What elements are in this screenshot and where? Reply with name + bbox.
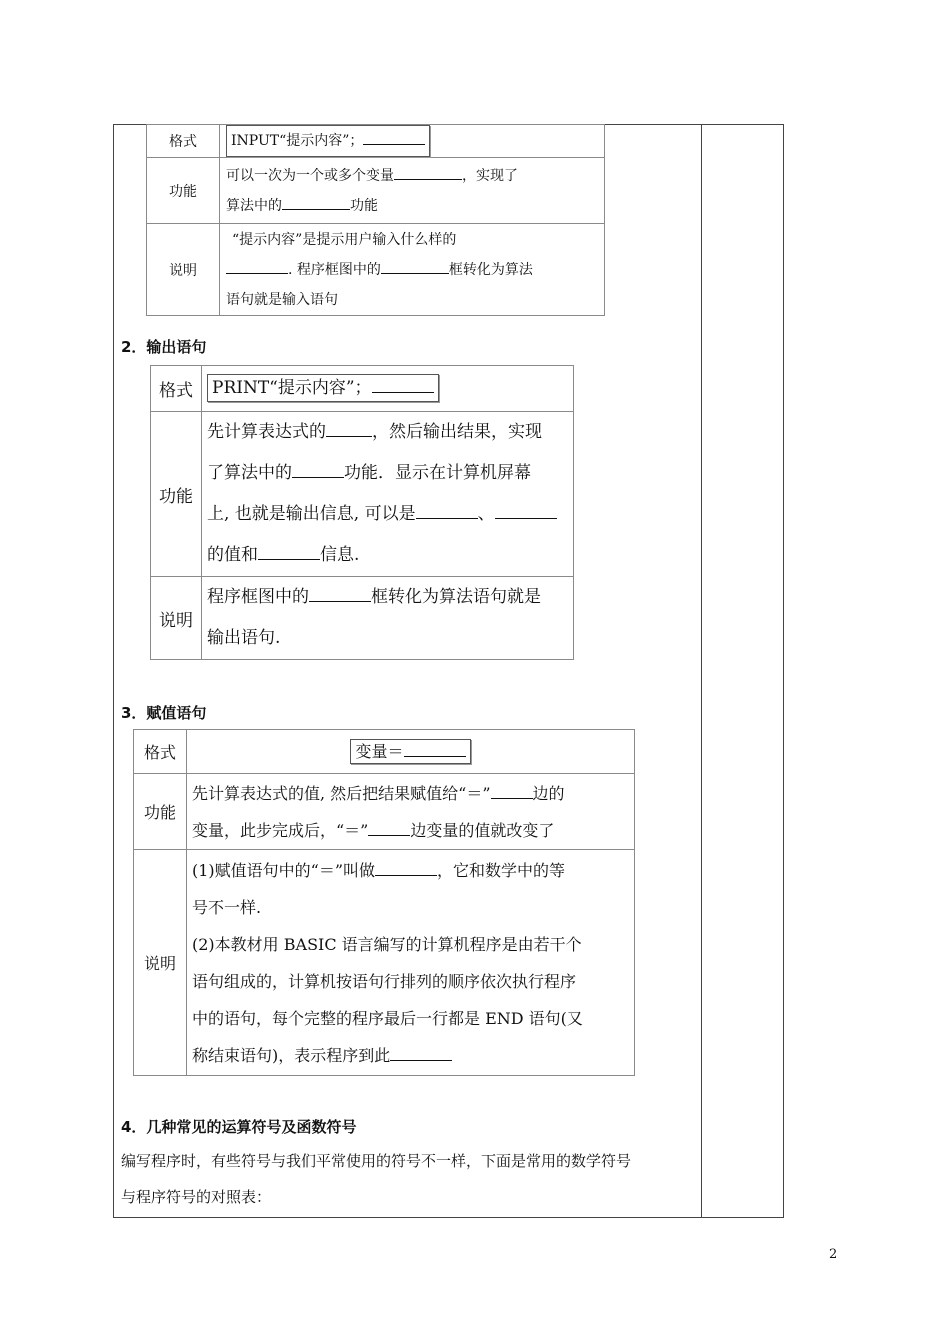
assignment-note-blank — [390, 1044, 452, 1061]
input-format-blank — [363, 130, 425, 145]
assignment-function-cell — [187, 774, 635, 850]
input-function-text: 算法中的 — [226, 197, 282, 214]
input-format-label: 格式 — [147, 125, 220, 158]
assignment-function-text: 变量，此步完成后，“＝” — [192, 820, 369, 840]
output-statement-table — [150, 365, 574, 660]
input-note-row — [147, 224, 605, 316]
output-note-label: 说明 — [151, 577, 202, 660]
output-note-text: 框转化为算法语句就是 — [371, 587, 541, 607]
output-function-blank — [416, 501, 478, 519]
operators-intro-line: 编写程序时，有些符号与我们平常使用的符号不一样，下面是常用的数学符号 — [121, 1152, 632, 1170]
input-function-text: ，实现了 — [462, 167, 518, 184]
output-function-text: 了算法中的 — [207, 463, 292, 483]
section-heading-output: 2．输出语句 — [121, 338, 207, 356]
input-function-blank — [394, 165, 462, 180]
output-function-blank — [495, 501, 557, 519]
output-function-text: 先计算表达式的 — [207, 422, 326, 442]
assignment-statement-table — [133, 729, 635, 1076]
outer-frame-divider — [701, 124, 702, 1218]
input-function-text: 功能 — [350, 197, 378, 214]
output-function-text: 功能．显示在计算机屏幕 — [344, 463, 531, 483]
input-function-row — [147, 158, 605, 224]
output-format-row — [151, 366, 574, 412]
output-function-text: 、 — [477, 504, 495, 524]
output-format-box — [207, 374, 439, 402]
output-function-text: 上, 也就是输出信息, 可以是 — [207, 504, 416, 524]
output-function-row — [151, 412, 574, 577]
input-note-blank — [226, 259, 288, 274]
output-note-text: 程序框图中的 — [207, 587, 309, 607]
output-format-cell — [202, 366, 574, 412]
assignment-function-line — [192, 775, 629, 812]
input-note-line — [226, 255, 598, 285]
output-format-blank — [372, 375, 434, 393]
output-function-label: 功能 — [151, 412, 202, 577]
section-heading-operators: 4．几种常见的运算符号及函数符号 — [121, 1118, 357, 1136]
assignment-note-text: ，它和数学中的等 — [437, 860, 566, 880]
assignment-note-label: 说明 — [134, 850, 187, 1076]
input-function-blank — [282, 195, 350, 210]
output-function-line — [207, 494, 568, 535]
output-function-text: 信息. — [320, 545, 360, 565]
output-function-line — [207, 412, 568, 453]
assignment-format-row — [134, 730, 635, 774]
output-function-blank — [258, 542, 320, 560]
input-function-line — [226, 161, 598, 191]
output-note-line: 输出语句. — [207, 628, 281, 648]
output-format-text: PRINT“提示内容”； — [212, 378, 372, 398]
input-function-text: 可以一次为一个或多个变量 — [226, 167, 394, 184]
assignment-function-text: 边变量的值就改变了 — [410, 820, 555, 840]
input-statement-table — [146, 124, 605, 316]
input-note-line: “提示内容”是提示用户输入什么样的 — [232, 231, 457, 248]
assignment-note-line: (2)本教材用 BASIC 语言编写的计算机程序是由若干个 — [192, 934, 582, 954]
page-number: 2 — [829, 1247, 838, 1262]
output-function-cell — [202, 412, 574, 577]
assignment-function-label: 功能 — [134, 774, 187, 850]
assignment-function-text: 先计算表达式的值, 然后把结果赋值给“＝” — [192, 783, 491, 803]
assignment-note-line — [192, 1037, 629, 1074]
assignment-note-blank — [375, 859, 437, 876]
input-function-line — [226, 191, 598, 221]
output-note-row — [151, 577, 574, 660]
output-note-cell — [202, 577, 574, 660]
assignment-note-cell — [187, 850, 635, 1076]
output-function-blank — [292, 460, 344, 478]
assignment-format-box — [350, 739, 470, 764]
input-format-row — [147, 125, 605, 158]
assignment-function-blank — [368, 819, 410, 836]
output-function-text: ，然后输出结果，实现 — [372, 422, 542, 442]
assignment-note-line — [192, 852, 629, 889]
assignment-note-line: 语句组成的，计算机按语句行排列的顺序依次执行程序 — [192, 971, 577, 991]
input-note-line: 语句就是输入语句 — [226, 291, 338, 308]
assignment-function-text: 边的 — [532, 783, 565, 803]
assignment-note-line: 号不一样. — [192, 897, 262, 917]
assignment-function-line — [192, 812, 629, 849]
output-function-blank — [326, 419, 372, 437]
output-note-blank — [309, 584, 371, 602]
input-note-text: 框转化为算法 — [448, 261, 533, 278]
output-note-line — [207, 577, 568, 618]
assignment-format-label: 格式 — [134, 730, 187, 774]
output-function-line — [207, 453, 568, 494]
assignment-note-row — [134, 850, 635, 1076]
output-function-line — [207, 535, 568, 576]
input-format-text: INPUT“提示内容”； — [231, 133, 364, 149]
input-format-cell — [220, 125, 605, 158]
input-note-text: . 程序框图中的 — [288, 261, 381, 278]
assignment-format-text: 变量＝ — [355, 742, 404, 761]
assignment-function-row — [134, 774, 635, 850]
assignment-note-line: 中的语句，每个完整的程序最后一行都是 END 语句(又 — [192, 1008, 583, 1028]
operators-intro-line: 与程序符号的对照表： — [121, 1188, 272, 1206]
assignment-format-cell — [187, 730, 635, 774]
output-function-text: 的值和 — [207, 545, 258, 565]
input-function-cell — [220, 158, 605, 224]
input-note-blank — [381, 259, 449, 274]
assignment-function-blank — [491, 782, 533, 799]
input-note-cell — [220, 224, 605, 316]
assignment-format-blank — [404, 740, 466, 757]
assignment-note-text: (1)赋值语句中的“＝”叫做 — [192, 860, 376, 880]
assignment-note-text: 称结束语句)，表示程序到此 — [192, 1045, 391, 1065]
input-function-label: 功能 — [147, 158, 220, 224]
section-heading-assignment: 3．赋值语句 — [121, 704, 207, 722]
input-format-box — [226, 125, 430, 157]
input-note-label: 说明 — [147, 224, 220, 316]
output-format-label: 格式 — [151, 366, 202, 412]
